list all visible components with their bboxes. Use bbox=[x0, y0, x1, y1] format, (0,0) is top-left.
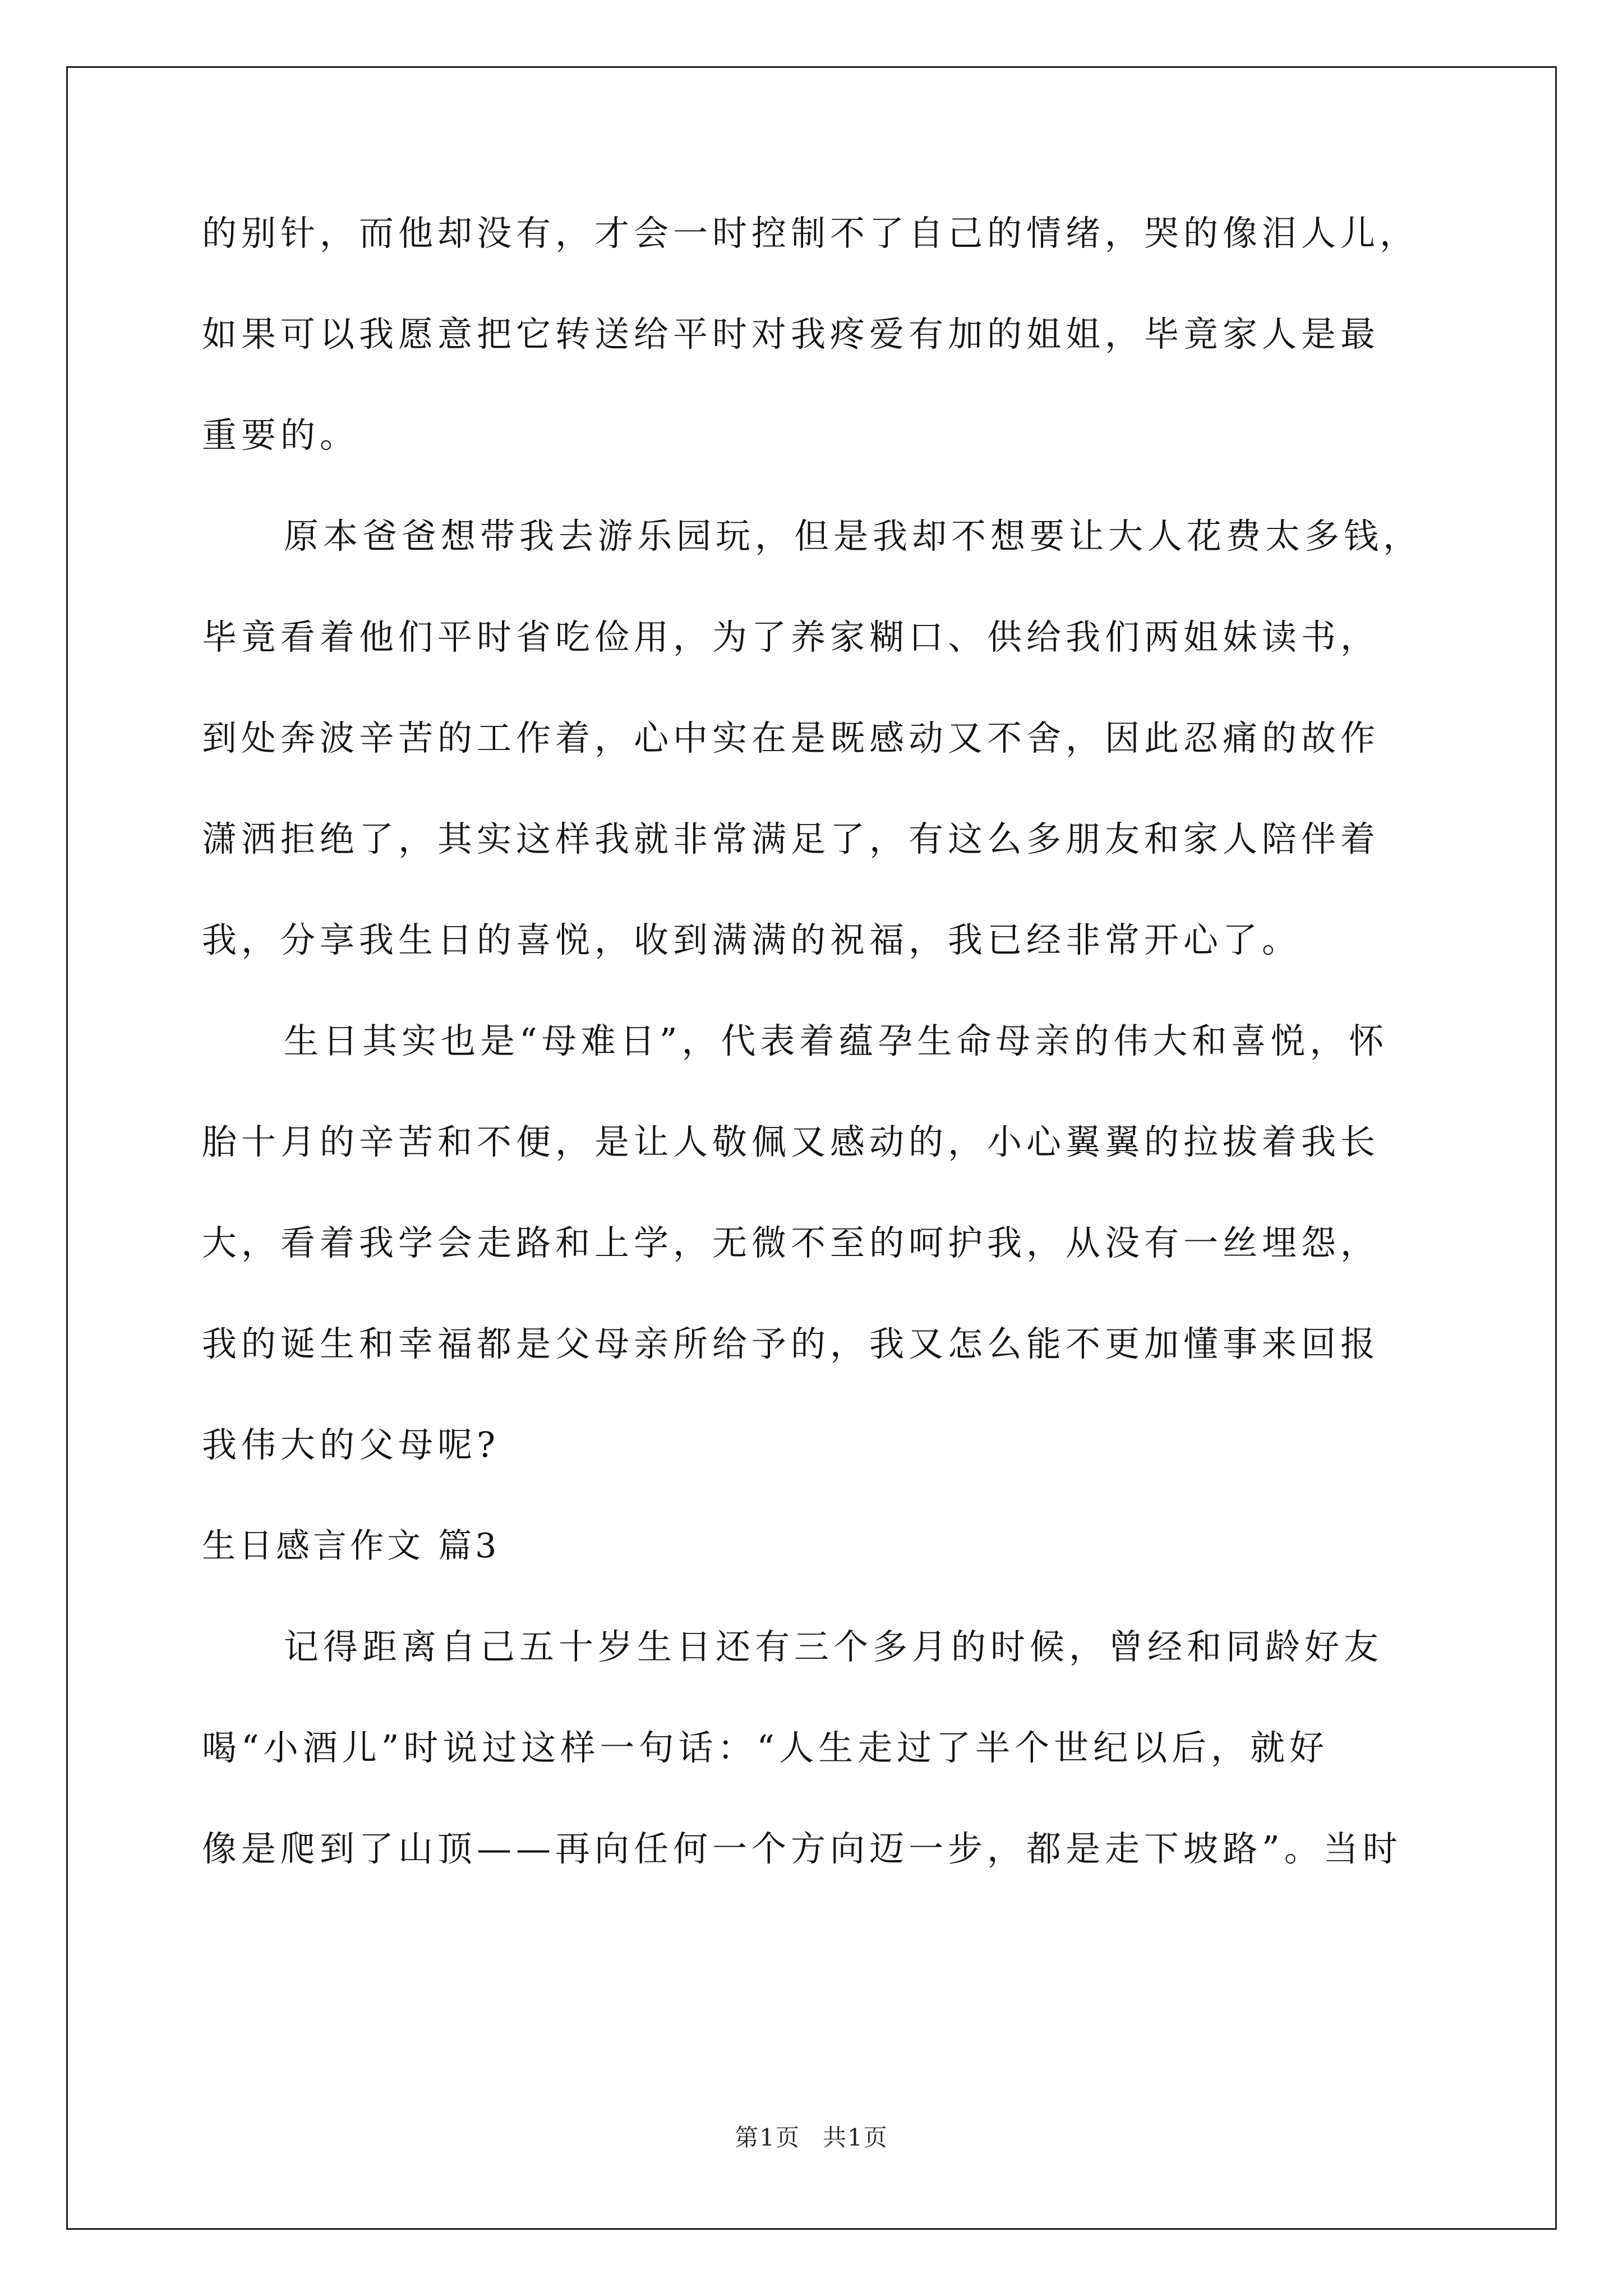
paragraph-2 bbox=[202, 517, 1447, 959]
text-line: 记得距离自己五十岁生日还有三个多月的时候，曾经和同龄好友 bbox=[284, 1626, 1384, 1667]
page-number: 第1页 bbox=[735, 2124, 800, 2151]
paragraph-3 bbox=[202, 1022, 1447, 1464]
text-line: 重要的。 bbox=[202, 415, 359, 455]
document-body bbox=[202, 214, 1447, 1868]
text-line: 像是爬到了山顶——再向任何一个方向迈一步，都是走下坡路”。当时 bbox=[202, 1828, 1402, 1869]
page-footer bbox=[0, 2119, 1623, 2153]
paragraph-4 bbox=[202, 1628, 1447, 1868]
paragraph-1 bbox=[202, 214, 1447, 454]
text-line: 胎十月的辛苦和不便，是让人敬佩又感动的，小心翼翼的拉拔着我长 bbox=[202, 1121, 1380, 1162]
text-line: 我，分享我生日的喜悦，收到满满的祝福，我已经非常开心了。 bbox=[202, 919, 1302, 960]
text-line: 我的诞生和幸福都是父母亲所给予的，我又怎么能不更加懂事来回报 bbox=[202, 1323, 1380, 1364]
text-line: 原本爸爸想带我去游乐园玩，但是我却不想要让大人花费太多钱， bbox=[284, 516, 1423, 556]
text-line: 大，看着我学会走路和上学，无微不至的呵护我，从没有一丝埋怨， bbox=[202, 1222, 1380, 1263]
text-line: 如果可以我愿意把它转送给平时对我疼爱有加的姐姐，毕竟家人是最 bbox=[202, 314, 1380, 355]
text-line: 潇洒拒绝了，其实这样我就非常满足了，有这么多朋友和家人陪伴着 bbox=[202, 818, 1380, 859]
section-heading: 生日感言作文 篇3 bbox=[202, 1526, 500, 1566]
text-line: 喝“小酒儿”时说过这样一句话：“人生走过了半个世纪以后，就好 bbox=[202, 1727, 1329, 1768]
text-line: 到处奔波辛苦的工作着，心中实在是既感动又不舍，因此忍痛的故作 bbox=[202, 717, 1380, 758]
text-line: 生日其实也是“母难日”，代表着蕴孕生命母亲的伟大和喜悦，怀 bbox=[284, 1020, 1389, 1061]
page-total: 共1页 bbox=[823, 2124, 888, 2151]
text-line: 的别针，而他却没有，才会一时控制不了自己的情绪，哭的像泪人儿， bbox=[202, 213, 1419, 254]
text-line: 我伟大的父母呢? bbox=[202, 1424, 500, 1465]
text-line: 毕竟看着他们平时省吃俭用，为了养家糊口、供给我们两姐妹读书， bbox=[202, 616, 1380, 657]
